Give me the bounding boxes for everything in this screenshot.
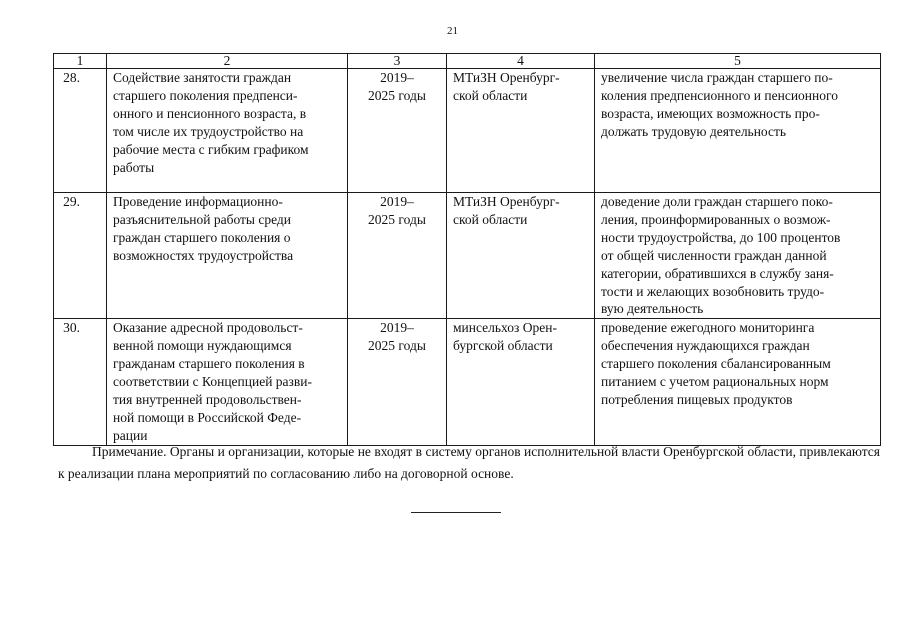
row-number: 29.	[54, 193, 107, 319]
period-cell: 2019– 2025 годы	[348, 193, 447, 319]
activity-cell: Оказание адресной продовольст- венной помощи нуждающимся гражданам старшего поколения в соответствии с Концепцией разви- тия внутренней продовольствен- ной помощи в Российской Феде- рации	[107, 319, 348, 445]
executor-cell: МТиЗН Оренбург- ской области	[447, 69, 595, 193]
row-number: 30.	[54, 319, 107, 445]
plan-table	[53, 53, 881, 446]
column-header-2: 2	[107, 54, 348, 69]
footnote-note: Примечание. Органы и организации, которые не входят в систему органов исполнительной власти Оренбургской области, привлекаются к реализации плана мероприятий по согласованию либо на договорной основе.	[58, 444, 880, 481]
row-number: 28.	[54, 69, 107, 193]
period-cell: 2019– 2025 годы	[348, 319, 447, 445]
executor-cell: минсельхоз Орен- бургской области	[447, 319, 595, 445]
column-header-4: 4	[447, 54, 595, 69]
page-number: 21	[447, 25, 458, 37]
result-cell: увеличение числа граждан старшего по- коления предпенсионного и пенсионного возраста, имеющих возможность про- должать трудовую деятельность	[595, 69, 881, 193]
column-header-1: 1	[54, 54, 107, 69]
period-cell: 2019– 2025 годы	[348, 69, 447, 193]
activity-cell: Проведение информационно- разъяснительной работы среди граждан старшего поколения о возможностях трудоустройства	[107, 193, 348, 319]
result-cell: проведение ежегодного мониторинга обеспечения нуждающихся граждан старшего поколения сбалансированным питанием с учетом рациональных норм потребления пищевых продуктов	[595, 319, 881, 445]
table-row	[54, 69, 881, 193]
table-row	[54, 319, 881, 445]
table-header-row	[54, 54, 881, 69]
column-header-5: 5	[595, 54, 881, 69]
table-row	[54, 193, 881, 319]
activity-cell: Содействие занятости граждан старшего поколения предпенси- онного и пенсионного возраста, в том числе их трудоустройство на рабочие места с гибким графиком работы	[107, 69, 348, 193]
end-separator-line	[411, 512, 501, 513]
result-cell: доведение доли граждан старшего поко- ления, проинформированных о возмож- ности трудоустройства, до 100 процентов от общей численности граждан данной категории, обратившихся в службу заня- тости и желающих возобновить трудо- вую деятельность	[595, 193, 881, 319]
column-header-3: 3	[348, 54, 447, 69]
executor-cell: МТиЗН Оренбург- ской области	[447, 193, 595, 319]
